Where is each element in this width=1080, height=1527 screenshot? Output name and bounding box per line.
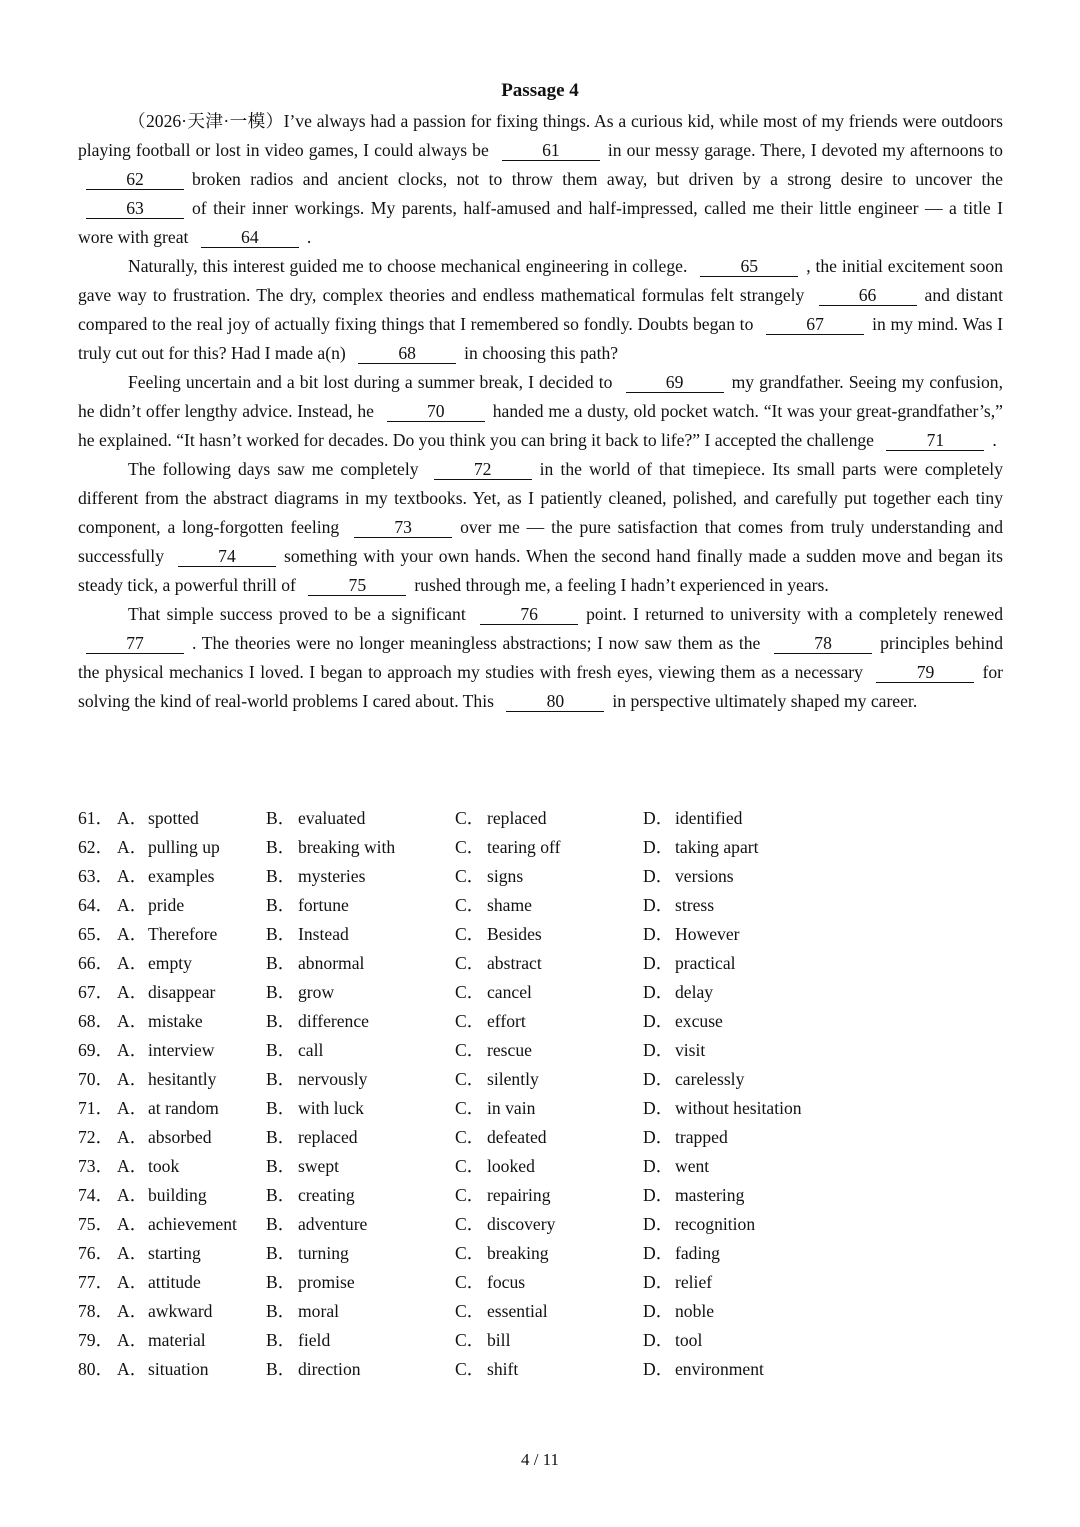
option-c: abstract: [487, 953, 542, 973]
option-d: recognition: [675, 1214, 756, 1234]
question-number: 73．: [78, 1156, 114, 1176]
passage-sentence: over me — the pure satisfaction that comes from truly understanding and successfully: [78, 517, 1003, 566]
passage-sentence: in perspective ultimately shaped my career.: [612, 691, 918, 711]
blank-72: 72: [434, 459, 532, 480]
option-d: fading: [675, 1243, 720, 1263]
option-letter: C．: [455, 1272, 485, 1292]
question-number: 70．: [78, 1069, 114, 1089]
question-number: 79．: [78, 1330, 114, 1350]
option-letter: A．: [117, 1272, 148, 1292]
option-c: looked: [487, 1156, 535, 1176]
option-letter: A．: [117, 808, 148, 828]
passage-sentence: principles behind the physical mechanics I loved. I began to approach my studies with fresh eyes, viewing them as a necessary: [78, 633, 1004, 682]
option-b: field: [298, 1330, 331, 1350]
passage-sentence: point. I returned to university with a completely renewed: [586, 604, 1003, 624]
paragraph: [78, 600, 1003, 716]
question-number: 68．: [78, 1011, 114, 1031]
paragraph: [78, 107, 1003, 252]
option-b: nervously: [298, 1069, 368, 1089]
blank-68: 68: [358, 343, 456, 364]
passage-sentence: Feeling uncertain and a bit lost during a summer break, I decided to: [128, 372, 613, 392]
option-b: swept: [298, 1156, 340, 1176]
option-row: [78, 1065, 1003, 1094]
option-row: [78, 833, 1003, 862]
option-d: identified: [675, 808, 743, 828]
option-letter: D．: [643, 1359, 674, 1379]
passage-title: Passage 4: [501, 80, 579, 101]
option-row: [78, 1355, 1003, 1384]
passage-sentence: （2026·天津·一模）I’ve always had a passion for fixing things. As a curious kid, while most of my friends were outdoors playing football or lost in video games, I could always be: [78, 111, 1003, 160]
question-number: 80．: [78, 1359, 114, 1379]
option-letter: C．: [455, 1185, 485, 1205]
option-a: attitude: [148, 1272, 201, 1292]
option-c: tearing off: [487, 837, 561, 857]
blank-80: 80: [506, 691, 604, 712]
option-letter: D．: [643, 895, 674, 915]
option-letter: C．: [455, 1127, 485, 1147]
option-letter: A．: [117, 1330, 148, 1350]
option-c: silently: [487, 1069, 539, 1089]
option-letter: B．: [266, 953, 296, 973]
option-letter: C．: [455, 1069, 485, 1089]
option-c: defeated: [487, 1127, 547, 1147]
option-row: [78, 1152, 1003, 1181]
option-c: shame: [487, 895, 532, 915]
option-a: mistake: [148, 1011, 203, 1031]
option-c: replaced: [487, 808, 547, 828]
option-d: without hesitation: [675, 1098, 802, 1118]
blank-61: 61: [502, 140, 600, 161]
option-letter: D．: [643, 924, 674, 944]
question-number: 63．: [78, 866, 114, 886]
option-letter: A．: [117, 895, 148, 915]
option-letter: C．: [455, 837, 485, 857]
option-letter: B．: [266, 1040, 296, 1060]
option-c: focus: [487, 1272, 526, 1292]
option-letter: B．: [266, 866, 296, 886]
option-letter: C．: [455, 1098, 485, 1118]
option-letter: D．: [643, 1098, 674, 1118]
blank-67: 67: [766, 314, 864, 335]
option-c: cancel: [487, 982, 532, 1002]
option-letter: D．: [643, 1272, 674, 1292]
blank-64: 64: [201, 227, 299, 248]
option-letter: D．: [643, 1156, 674, 1176]
option-row: [78, 1007, 1003, 1036]
option-c: essential: [487, 1301, 548, 1321]
option-d: went: [675, 1156, 710, 1176]
option-a: disappear: [148, 982, 216, 1002]
option-c: signs: [487, 866, 524, 886]
option-letter: D．: [643, 1330, 674, 1350]
passage-sentence: for solving the kind of real-world problems I cared about. This: [78, 662, 1003, 711]
option-d: visit: [675, 1040, 706, 1060]
option-letter: A．: [117, 953, 148, 973]
blank-70: 70: [387, 401, 485, 422]
option-letter: D．: [643, 1011, 674, 1031]
option-row: [78, 1239, 1003, 1268]
option-letter: C．: [455, 1330, 485, 1350]
option-letter: B．: [266, 1301, 296, 1321]
question-number: 74．: [78, 1185, 114, 1205]
option-letter: B．: [266, 982, 296, 1002]
option-letter: C．: [455, 1156, 485, 1176]
option-letter: B．: [266, 924, 296, 944]
question-number: 72．: [78, 1127, 114, 1147]
passage-sentence: in choosing this path?: [464, 343, 619, 363]
passage-sentence: , the initial excitement soon gave way to frustration. The dry, complex theories and endless mathematical formulas felt strangely: [78, 256, 1003, 305]
option-letter: D．: [643, 1214, 674, 1234]
passage-sentence: .: [306, 227, 312, 247]
option-a: pride: [148, 895, 185, 915]
option-c: discovery: [487, 1214, 556, 1234]
option-row: [78, 891, 1003, 920]
option-a: situation: [148, 1359, 209, 1379]
blank-66: 66: [819, 285, 917, 306]
option-letter: A．: [117, 1040, 148, 1060]
passage-sentence: of their inner workings. My parents, half-amused and half-impressed, called me their little engineer — a title I wore with great: [78, 198, 1003, 247]
option-d: noble: [675, 1301, 715, 1321]
option-row: [78, 1123, 1003, 1152]
option-row: [78, 1326, 1003, 1355]
option-row: [78, 804, 1003, 833]
option-letter: B．: [266, 808, 296, 828]
question-number: 66．: [78, 953, 114, 973]
option-b: creating: [298, 1185, 355, 1205]
option-letter: C．: [455, 866, 485, 886]
option-b: mysteries: [298, 866, 366, 886]
option-d: carelessly: [675, 1069, 745, 1089]
option-letter: A．: [117, 1127, 148, 1147]
option-row: [78, 949, 1003, 978]
option-letter: C．: [455, 1243, 485, 1263]
question-number: 77．: [78, 1272, 114, 1292]
option-letter: B．: [266, 837, 296, 857]
option-d: practical: [675, 953, 736, 973]
option-letter: A．: [117, 982, 148, 1002]
option-c: repairing: [487, 1185, 551, 1205]
option-c: breaking: [487, 1243, 549, 1263]
option-row: [78, 1210, 1003, 1239]
option-b: evaluated: [298, 808, 366, 828]
option-letter: B．: [266, 1127, 296, 1147]
option-b: promise: [298, 1272, 355, 1292]
option-letter: B．: [266, 1214, 296, 1234]
option-row: [78, 1094, 1003, 1123]
option-row: [78, 862, 1003, 891]
option-a: achievement: [148, 1214, 237, 1234]
option-letter: B．: [266, 1011, 296, 1031]
option-a: building: [148, 1185, 207, 1205]
passage-sentence: something with your own hands. When the second hand finally made a sudden move and began its steady tick, a powerful thrill of: [78, 546, 1003, 595]
option-letter: B．: [266, 1272, 296, 1292]
option-letter: D．: [643, 1301, 674, 1321]
option-letter: A．: [117, 837, 148, 857]
option-a: at random: [148, 1098, 219, 1118]
passage-sentence: handed me a dusty, old pocket watch. “It was your great-grandfather’s,” he explained. “It hasn’t worked for decades. Do you think you can bring it back to life?” I accepted the challenge: [78, 401, 1003, 450]
option-c: bill: [487, 1330, 511, 1350]
option-d: relief: [675, 1272, 713, 1292]
option-letter: B．: [266, 1243, 296, 1263]
option-row: [78, 1268, 1003, 1297]
blank-62: 62: [86, 169, 184, 190]
option-letter: D．: [643, 982, 674, 1002]
blank-69: 69: [626, 372, 724, 393]
option-c: rescue: [487, 1040, 532, 1060]
option-a: hesitantly: [148, 1069, 217, 1089]
option-d: delay: [675, 982, 714, 1002]
option-letter: C．: [455, 1359, 485, 1379]
option-b: moral: [298, 1301, 340, 1321]
answer-options: [78, 804, 1003, 1384]
passage-sentence: .: [992, 430, 997, 450]
option-letter: A．: [117, 1359, 148, 1379]
option-letter: B．: [266, 1156, 296, 1176]
question-number: 78．: [78, 1301, 114, 1321]
option-letter: D．: [643, 1069, 674, 1089]
option-b: fortune: [298, 895, 349, 915]
option-b: direction: [298, 1359, 361, 1379]
option-c: effort: [487, 1011, 526, 1031]
paragraph: [78, 455, 1003, 600]
question-number: 76．: [78, 1243, 114, 1263]
blank-77: 77: [86, 633, 184, 654]
passage-sentence: . The theories were no longer meaningless abstractions; I now saw them as the: [192, 633, 761, 653]
option-d: excuse: [675, 1011, 723, 1031]
question-number: 75．: [78, 1214, 114, 1234]
passage-text: [78, 107, 1003, 716]
passage-sentence: The following days saw me completely: [128, 459, 419, 479]
blank-73: 73: [354, 517, 452, 538]
blank-78: 78: [774, 633, 872, 654]
passage-sentence: rushed through me, a feeling I hadn’t experienced in years.: [414, 575, 829, 595]
option-letter: D．: [643, 837, 674, 857]
option-letter: B．: [266, 1098, 296, 1118]
option-letter: A．: [117, 1069, 148, 1089]
option-letter: C．: [455, 982, 485, 1002]
page-number: 4 / 11: [520, 1450, 560, 1469]
option-letter: C．: [455, 1040, 485, 1060]
option-d: environment: [675, 1359, 764, 1379]
option-a: starting: [148, 1243, 201, 1263]
option-letter: C．: [455, 895, 485, 915]
option-b: turning: [298, 1243, 349, 1263]
option-a: awkward: [148, 1301, 213, 1321]
option-a: Therefore: [148, 924, 218, 944]
blank-76: 76: [480, 604, 578, 625]
blank-75: 75: [308, 575, 406, 596]
option-b: abnormal: [298, 953, 365, 973]
option-letter: A．: [117, 1098, 148, 1118]
option-letter: B．: [266, 895, 296, 915]
option-b: Instead: [298, 924, 349, 944]
option-a: spotted: [148, 808, 199, 828]
passage-sentence: in my mind. Was I truly cut out for this? Had I made a(n): [78, 314, 1003, 363]
option-letter: A．: [117, 1301, 148, 1321]
option-letter: C．: [455, 1301, 485, 1321]
question-number: 64．: [78, 895, 114, 915]
passage-sentence: That simple success proved to be a significant: [128, 604, 466, 624]
option-letter: D．: [643, 1040, 674, 1060]
option-letter: D．: [643, 866, 674, 886]
option-a: absorbed: [148, 1127, 212, 1147]
option-a: examples: [148, 866, 215, 886]
option-letter: A．: [117, 924, 148, 944]
option-d: tool: [675, 1330, 703, 1350]
option-b: breaking with: [298, 837, 396, 857]
option-b: difference: [298, 1011, 369, 1031]
option-b: grow: [298, 982, 335, 1002]
blank-71: 71: [886, 430, 984, 451]
passage-sentence: in our messy garage. There, I devoted my afternoons to: [607, 140, 1003, 160]
option-letter: B．: [266, 1185, 296, 1205]
option-d: taking apart: [675, 837, 759, 857]
option-b: with luck: [298, 1098, 364, 1118]
option-row: [78, 1181, 1003, 1210]
question-number: 61．: [78, 808, 114, 828]
option-letter: C．: [455, 1011, 485, 1031]
passage-sentence: my grandfather. Seeing my confusion, he didn’t offer lengthy advice. Instead, he: [78, 372, 1004, 421]
paragraph: [78, 368, 1003, 455]
option-a: material: [148, 1330, 206, 1350]
option-letter: C．: [455, 1214, 485, 1234]
option-a: pulling up: [148, 837, 220, 857]
option-row: [78, 1036, 1003, 1065]
option-letter: C．: [455, 924, 485, 944]
option-d: mastering: [675, 1185, 745, 1205]
passage-sentence: in the world of that timepiece. Its small parts were completely different from the abstract diagrams in my textbooks. Yet, as I patiently cleaned, polished, and carefully put together each tiny component, a long-forgotten feeling: [78, 459, 1003, 537]
blank-65: 65: [700, 256, 798, 277]
passage-sentence: Naturally, this interest guided me to choose mechanical engineering in college.: [128, 256, 688, 276]
question-number: 65．: [78, 924, 114, 944]
option-row: [78, 920, 1003, 949]
option-b: call: [298, 1040, 324, 1060]
option-d: trapped: [675, 1127, 728, 1147]
question-number: 62．: [78, 837, 114, 857]
option-letter: A．: [117, 1011, 148, 1031]
option-letter: A．: [117, 1243, 148, 1263]
passage-sentence: broken radios and ancient clocks, not to throw them away, but driven by a strong desire to uncover the: [192, 169, 1003, 189]
option-letter: C．: [455, 953, 485, 973]
option-b: adventure: [298, 1214, 368, 1234]
option-letter: B．: [266, 1069, 296, 1089]
blank-74: 74: [178, 546, 276, 567]
option-a: empty: [148, 953, 192, 973]
option-letter: D．: [643, 808, 674, 828]
question-number: 69．: [78, 1040, 114, 1060]
paragraph: [78, 252, 1003, 368]
option-d: stress: [675, 895, 715, 915]
passage-sentence: and distant compared to the real joy of actually fixing things that I remembered so fondly. Doubts began to: [78, 285, 1003, 334]
option-row: [78, 1297, 1003, 1326]
option-row: [78, 978, 1003, 1007]
question-number: 71．: [78, 1098, 114, 1118]
option-letter: D．: [643, 1243, 674, 1263]
option-letter: D．: [643, 953, 674, 973]
option-c: shift: [487, 1359, 519, 1379]
option-c: in vain: [487, 1098, 536, 1118]
option-letter: B．: [266, 1359, 296, 1379]
option-b: replaced: [298, 1127, 358, 1147]
option-letter: B．: [266, 1330, 296, 1350]
option-letter: D．: [643, 1127, 674, 1147]
option-letter: A．: [117, 1156, 148, 1176]
option-letter: A．: [117, 866, 148, 886]
option-a: took: [148, 1156, 180, 1176]
option-d: versions: [675, 866, 734, 886]
option-a: interview: [148, 1040, 215, 1060]
blank-63: 63: [86, 198, 184, 219]
question-number: 67．: [78, 982, 114, 1002]
option-letter: D．: [643, 1185, 674, 1205]
option-letter: A．: [117, 1214, 148, 1234]
option-letter: C．: [455, 808, 485, 828]
blank-79: 79: [876, 662, 974, 683]
option-letter: A．: [117, 1185, 148, 1205]
option-d: However: [675, 924, 740, 944]
option-c: Besides: [487, 924, 542, 944]
